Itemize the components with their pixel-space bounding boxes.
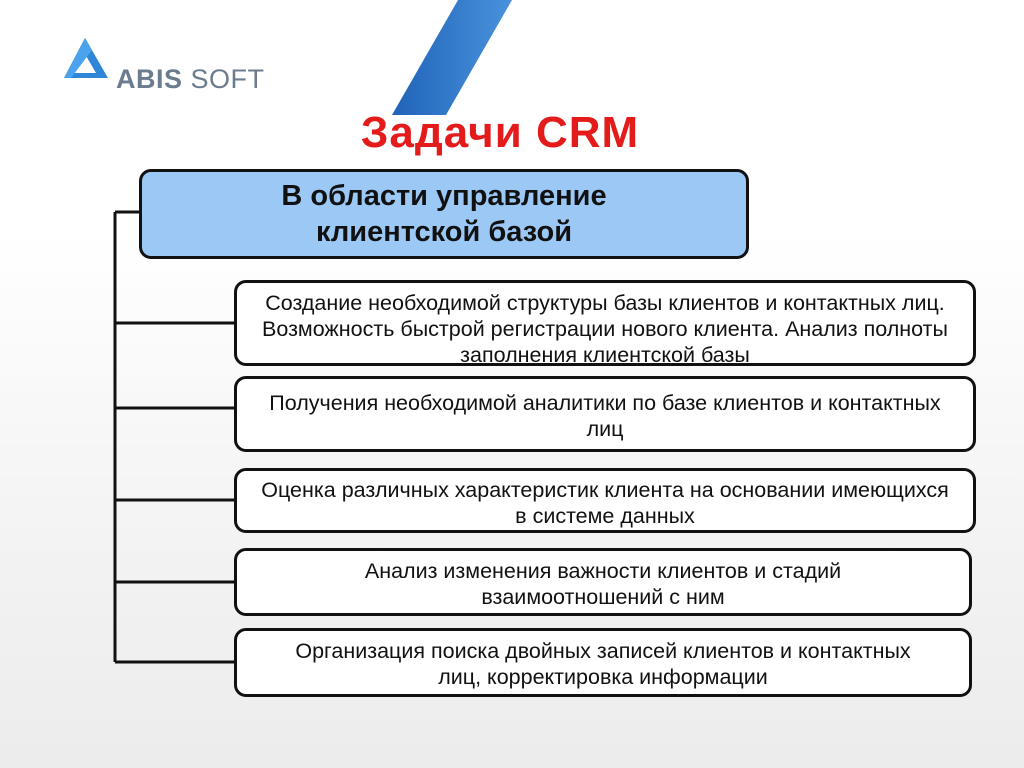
task-item-1 [234,280,976,366]
root-node-label: В области управление клиентской базой [281,180,607,248]
task-item-5 [234,628,972,697]
task-item-4-label: Анализ изменения важности клиентов и стадий взаимоотношений с ним [364,559,842,609]
task-item-2-label: Получения необходимой аналитики по базе клиентов и контактных лиц [269,391,941,441]
task-item-3 [234,468,976,533]
task-item-5-label: Организация поиска двойных записей клиентов и контактных лиц, корректировка информации [295,639,911,689]
task-item-3-label: Оценка различных характеристик клиента на основании имеющихся в системе данных [261,478,949,528]
task-item-4 [234,548,972,616]
root-node [139,169,749,259]
task-item-2 [234,376,976,452]
page-title: Задачи CRM [360,108,640,157]
task-item-1-label: Создание необходимой структуры базы клиентов и контактных лиц. Возможность быстрой регистрации нового клиента. Анализ полноты заполнения клиентской базы [262,291,948,367]
logo-text: ABIS SOFT [116,64,265,94]
